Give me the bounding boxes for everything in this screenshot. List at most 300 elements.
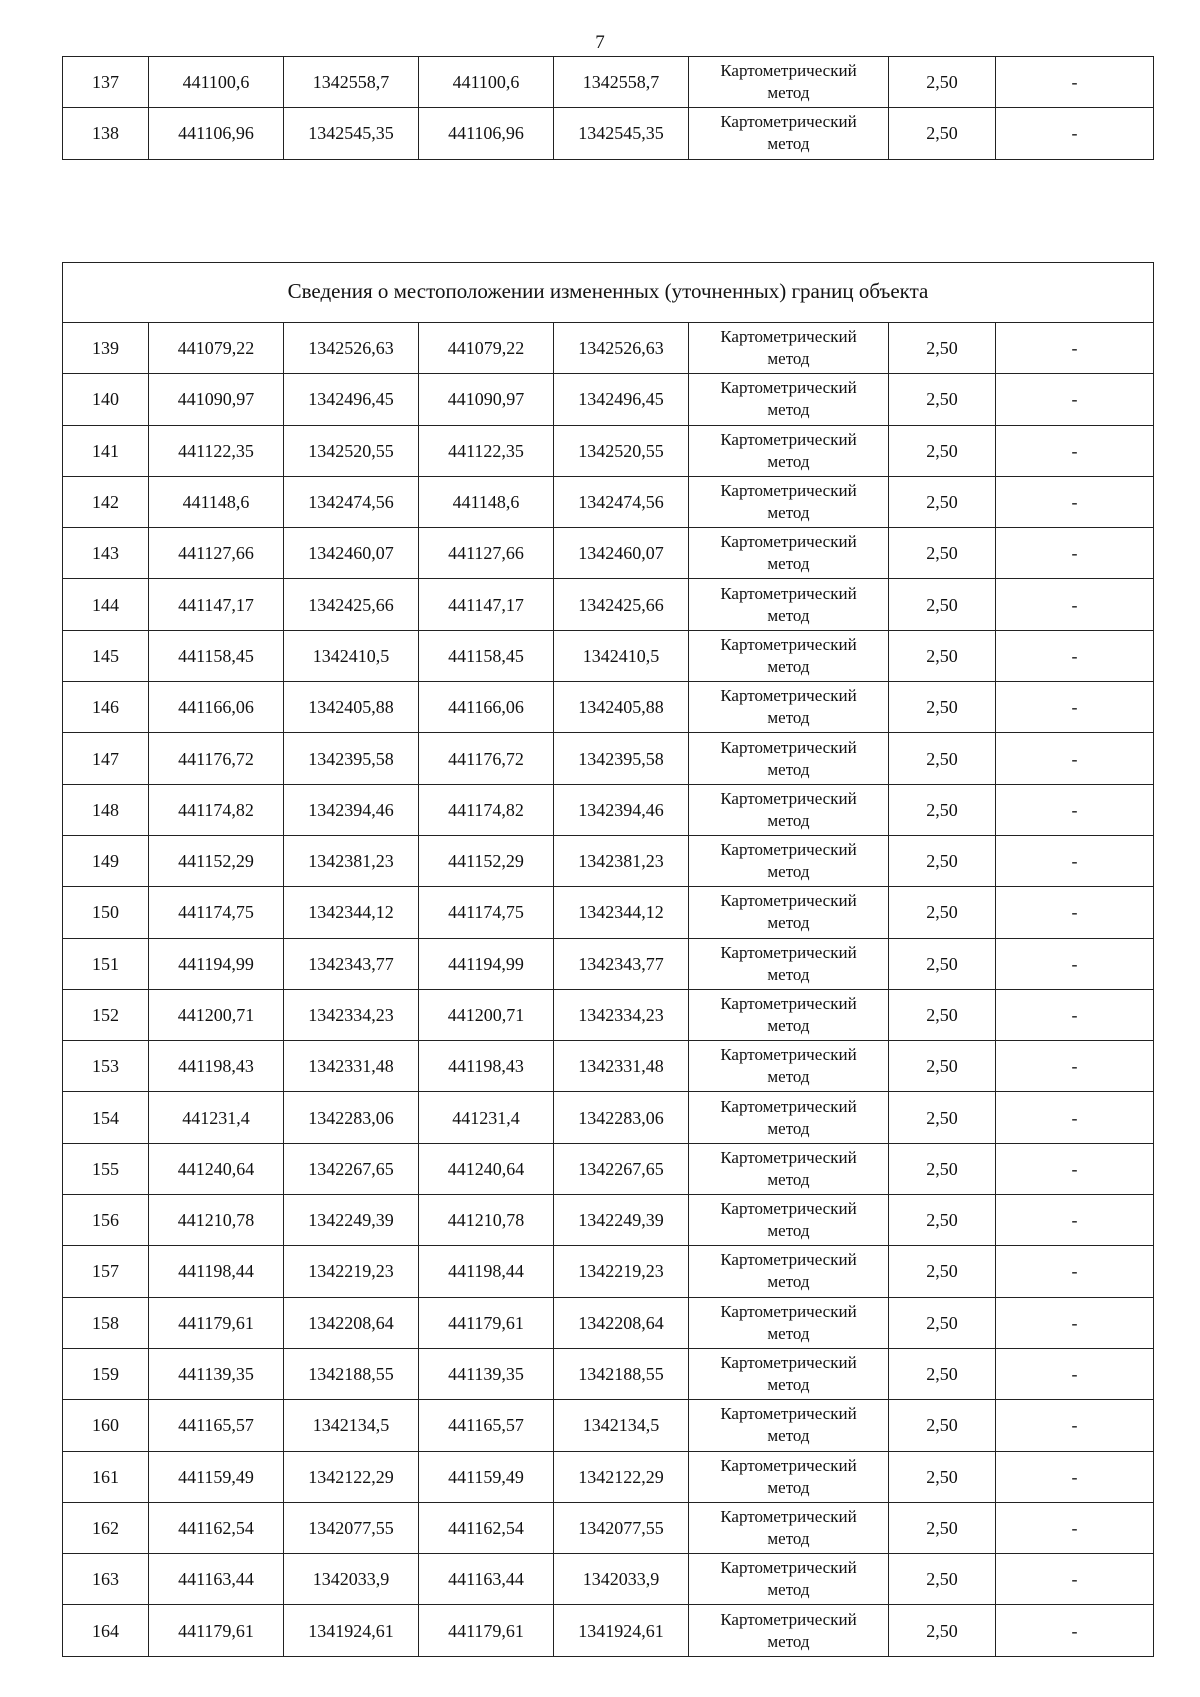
x-refined-cell: 441176,72	[419, 733, 554, 784]
y-existing-cell: 1342410,5	[284, 630, 419, 681]
accuracy-cell: 2,50	[889, 1451, 996, 1502]
y-existing-cell: 1342381,23	[284, 835, 419, 886]
accuracy-cell: 2,50	[889, 887, 996, 938]
x-refined-cell: 441179,61	[419, 1605, 554, 1656]
point-number-cell: 141	[63, 425, 149, 476]
method-line-2: метод	[767, 913, 810, 933]
y-existing-cell: 1342249,39	[284, 1195, 419, 1246]
method-cell	[689, 1400, 889, 1451]
y-existing-cell: 1342208,64	[284, 1297, 419, 1348]
method-line-2: метод	[767, 656, 810, 676]
x-refined-cell: 441198,43	[419, 1041, 554, 1092]
method-line-2: метод	[767, 862, 810, 882]
point-number-cell: 147	[63, 733, 149, 784]
point-number-cell: 154	[63, 1092, 149, 1143]
y-refined-cell: 1342122,29	[554, 1451, 689, 1502]
point-number-cell: 150	[63, 887, 149, 938]
table-row	[63, 1502, 1154, 1553]
y-existing-cell: 1341924,61	[284, 1605, 419, 1656]
y-existing-cell: 1342460,07	[284, 528, 419, 579]
method-line-2: метод	[767, 605, 810, 625]
accuracy-cell: 2,50	[889, 528, 996, 579]
x-existing-cell: 441179,61	[149, 1605, 284, 1656]
table-row	[63, 1092, 1154, 1143]
method-line-1: Картометрический	[720, 481, 857, 501]
method-cell	[689, 1554, 889, 1605]
method-line-1: Картометрический	[720, 737, 857, 757]
method-line-2: метод	[767, 759, 810, 779]
x-existing-cell: 441198,44	[149, 1246, 284, 1297]
method-line-1: Картометрический	[720, 1558, 857, 1578]
method-line-1: Картометрический	[720, 327, 857, 347]
method-line-2: метод	[767, 1221, 810, 1241]
method-line-1: Картометрический	[720, 1045, 857, 1065]
accuracy-cell: 2,50	[889, 1246, 996, 1297]
note-cell: -	[996, 323, 1154, 374]
x-refined-cell: 441127,66	[419, 528, 554, 579]
x-existing-cell: 441231,4	[149, 1092, 284, 1143]
accuracy-cell: 2,50	[889, 425, 996, 476]
x-refined-cell: 441198,44	[419, 1246, 554, 1297]
method-cell	[689, 989, 889, 1040]
table-row	[63, 108, 1154, 159]
note-cell: -	[996, 1400, 1154, 1451]
y-existing-cell: 1342134,5	[284, 1400, 419, 1451]
accuracy-cell: 2,50	[889, 1554, 996, 1605]
method-line-2: метод	[767, 1169, 810, 1189]
y-existing-cell: 1342545,35	[284, 108, 419, 159]
method-line-2: метод	[767, 134, 810, 154]
table-row	[63, 1451, 1154, 1502]
method-line-1: Картометрический	[720, 634, 857, 654]
method-line-2: метод	[767, 554, 810, 574]
table-row	[63, 1605, 1154, 1656]
point-number-cell: 162	[63, 1502, 149, 1553]
method-cell	[689, 1246, 889, 1297]
x-refined-cell: 441174,75	[419, 887, 554, 938]
note-cell: -	[996, 1297, 1154, 1348]
method-line-1: Картометрический	[720, 1404, 857, 1424]
accuracy-cell: 2,50	[889, 682, 996, 733]
point-number-cell: 148	[63, 784, 149, 835]
x-refined-cell: 441106,96	[419, 108, 554, 159]
x-refined-cell: 441147,17	[419, 579, 554, 630]
method-line-2: метод	[767, 1375, 810, 1395]
accuracy-cell: 2,50	[889, 733, 996, 784]
accuracy-cell: 2,50	[889, 630, 996, 681]
method-line-1: Картометрический	[720, 1096, 857, 1116]
table-row	[63, 630, 1154, 681]
table-row	[63, 1246, 1154, 1297]
y-refined-cell: 1342344,12	[554, 887, 689, 938]
method-line-2: метод	[767, 400, 810, 420]
x-refined-cell: 441139,35	[419, 1348, 554, 1399]
x-existing-cell: 441106,96	[149, 108, 284, 159]
top-table-body	[63, 57, 1154, 160]
note-cell: -	[996, 1554, 1154, 1605]
method-line-2: метод	[767, 810, 810, 830]
x-existing-cell: 441147,17	[149, 579, 284, 630]
table-row	[63, 733, 1154, 784]
x-refined-cell: 441166,06	[419, 682, 554, 733]
method-cell	[689, 579, 889, 630]
note-cell: -	[996, 1246, 1154, 1297]
y-refined-cell: 1342188,55	[554, 1348, 689, 1399]
note-cell: -	[996, 1502, 1154, 1553]
x-existing-cell: 441079,22	[149, 323, 284, 374]
method-cell	[689, 1451, 889, 1502]
x-existing-cell: 441090,97	[149, 374, 284, 425]
method-line-1: Картометрический	[720, 112, 857, 132]
method-cell	[689, 938, 889, 989]
method-line-1: Картометрический	[720, 378, 857, 398]
method-line-2: метод	[767, 1426, 810, 1446]
x-existing-cell: 441127,66	[149, 528, 284, 579]
method-cell	[689, 733, 889, 784]
y-refined-cell: 1342526,63	[554, 323, 689, 374]
section-header-row	[63, 263, 1154, 323]
x-refined-cell: 441158,45	[419, 630, 554, 681]
method-line-1: Картометрический	[720, 891, 857, 911]
point-number-cell: 140	[63, 374, 149, 425]
table-row	[63, 1297, 1154, 1348]
y-existing-cell: 1342405,88	[284, 682, 419, 733]
point-number-cell: 144	[63, 579, 149, 630]
x-refined-cell: 441090,97	[419, 374, 554, 425]
note-cell: -	[996, 938, 1154, 989]
x-refined-cell: 441194,99	[419, 938, 554, 989]
point-number-cell: 155	[63, 1143, 149, 1194]
method-cell	[689, 1605, 889, 1656]
table-row	[63, 1554, 1154, 1605]
method-line-2: метод	[767, 708, 810, 728]
method-line-1: Картометрический	[720, 942, 857, 962]
x-existing-cell: 441174,75	[149, 887, 284, 938]
table-row	[63, 579, 1154, 630]
note-cell: -	[996, 579, 1154, 630]
note-cell: -	[996, 887, 1154, 938]
method-line-2: метод	[767, 964, 810, 984]
x-refined-cell: 441200,71	[419, 989, 554, 1040]
y-existing-cell: 1342033,9	[284, 1554, 419, 1605]
y-refined-cell: 1342425,66	[554, 579, 689, 630]
method-line-1: Картометрический	[720, 1506, 857, 1526]
x-refined-cell: 441159,49	[419, 1451, 554, 1502]
note-cell: -	[996, 784, 1154, 835]
method-cell	[689, 784, 889, 835]
x-existing-cell: 441198,43	[149, 1041, 284, 1092]
method-line-1: Картометрический	[720, 1455, 857, 1475]
y-refined-cell: 1342267,65	[554, 1143, 689, 1194]
x-refined-cell: 441179,61	[419, 1297, 554, 1348]
method-cell	[689, 476, 889, 527]
x-existing-cell: 441179,61	[149, 1297, 284, 1348]
x-existing-cell: 441139,35	[149, 1348, 284, 1399]
y-refined-cell: 1342033,9	[554, 1554, 689, 1605]
method-cell	[689, 682, 889, 733]
table-row	[63, 682, 1154, 733]
y-refined-cell: 1342405,88	[554, 682, 689, 733]
y-refined-cell: 1342331,48	[554, 1041, 689, 1092]
table-row	[63, 938, 1154, 989]
y-refined-cell: 1342283,06	[554, 1092, 689, 1143]
method-line-2: метод	[767, 1528, 810, 1548]
x-refined-cell: 441162,54	[419, 1502, 554, 1553]
y-existing-cell: 1342343,77	[284, 938, 419, 989]
y-existing-cell: 1342474,56	[284, 476, 419, 527]
x-existing-cell: 441200,71	[149, 989, 284, 1040]
y-existing-cell: 1342344,12	[284, 887, 419, 938]
method-line-1: Картометрический	[720, 61, 857, 81]
y-existing-cell: 1342526,63	[284, 323, 419, 374]
method-line-2: метод	[767, 1272, 810, 1292]
note-cell: -	[996, 1143, 1154, 1194]
y-existing-cell: 1342425,66	[284, 579, 419, 630]
table-row	[63, 1348, 1154, 1399]
method-line-1: Картометрический	[720, 788, 857, 808]
y-refined-cell: 1342520,55	[554, 425, 689, 476]
point-number-cell: 138	[63, 108, 149, 159]
y-existing-cell: 1342334,23	[284, 989, 419, 1040]
note-cell: -	[996, 108, 1154, 159]
x-refined-cell: 441240,64	[419, 1143, 554, 1194]
method-cell	[689, 1297, 889, 1348]
table-row	[63, 989, 1154, 1040]
point-number-cell: 164	[63, 1605, 149, 1656]
accuracy-cell: 2,50	[889, 1041, 996, 1092]
x-existing-cell: 441174,82	[149, 784, 284, 835]
y-existing-cell: 1342394,46	[284, 784, 419, 835]
note-cell: -	[996, 1451, 1154, 1502]
section-title: Сведения о местоположении измененных (уточненных) границ объекта	[63, 263, 1154, 323]
y-existing-cell: 1342283,06	[284, 1092, 419, 1143]
y-refined-cell: 1342208,64	[554, 1297, 689, 1348]
y-existing-cell: 1342219,23	[284, 1246, 419, 1297]
table-row	[63, 1195, 1154, 1246]
table-row	[63, 1143, 1154, 1194]
method-line-1: Картометрический	[720, 840, 857, 860]
x-refined-cell: 441122,35	[419, 425, 554, 476]
method-cell	[689, 1348, 889, 1399]
x-existing-cell: 441176,72	[149, 733, 284, 784]
method-line-2: метод	[767, 1067, 810, 1087]
x-refined-cell: 441152,29	[419, 835, 554, 886]
method-line-1: Картометрический	[720, 532, 857, 552]
point-number-cell: 152	[63, 989, 149, 1040]
accuracy-cell: 2,50	[889, 989, 996, 1040]
method-line-1: Картометрический	[720, 686, 857, 706]
y-refined-cell: 1341924,61	[554, 1605, 689, 1656]
y-existing-cell: 1342077,55	[284, 1502, 419, 1553]
x-existing-cell: 441210,78	[149, 1195, 284, 1246]
note-cell: -	[996, 1041, 1154, 1092]
note-cell: -	[996, 425, 1154, 476]
y-refined-cell: 1342381,23	[554, 835, 689, 886]
accuracy-cell: 2,50	[889, 1092, 996, 1143]
table-row	[63, 323, 1154, 374]
x-existing-cell: 441159,49	[149, 1451, 284, 1502]
y-refined-cell: 1342077,55	[554, 1502, 689, 1553]
y-refined-cell: 1342496,45	[554, 374, 689, 425]
point-number-cell: 145	[63, 630, 149, 681]
y-existing-cell: 1342188,55	[284, 1348, 419, 1399]
table-row	[63, 887, 1154, 938]
x-existing-cell: 441148,6	[149, 476, 284, 527]
table-row	[63, 476, 1154, 527]
table-row	[63, 57, 1154, 108]
accuracy-cell: 2,50	[889, 374, 996, 425]
method-line-2: метод	[767, 1631, 810, 1651]
method-line-2: метод	[767, 83, 810, 103]
note-cell: -	[996, 1605, 1154, 1656]
method-line-1: Картометрический	[720, 1199, 857, 1219]
method-line-1: Картометрический	[720, 1301, 857, 1321]
y-existing-cell: 1342267,65	[284, 1143, 419, 1194]
accuracy-cell: 2,50	[889, 1195, 996, 1246]
x-refined-cell: 441174,82	[419, 784, 554, 835]
point-number-cell: 153	[63, 1041, 149, 1092]
point-number-cell: 158	[63, 1297, 149, 1348]
method-cell	[689, 374, 889, 425]
x-existing-cell: 441152,29	[149, 835, 284, 886]
table-row	[63, 528, 1154, 579]
method-cell	[689, 425, 889, 476]
method-cell	[689, 630, 889, 681]
point-number-cell: 139	[63, 323, 149, 374]
y-refined-cell: 1342249,39	[554, 1195, 689, 1246]
x-existing-cell: 441240,64	[149, 1143, 284, 1194]
method-cell	[689, 323, 889, 374]
y-existing-cell: 1342558,7	[284, 57, 419, 108]
table-row	[63, 425, 1154, 476]
method-cell	[689, 108, 889, 159]
point-number-cell: 156	[63, 1195, 149, 1246]
x-refined-cell: 441100,6	[419, 57, 554, 108]
accuracy-cell: 2,50	[889, 1605, 996, 1656]
y-refined-cell: 1342394,46	[554, 784, 689, 835]
x-existing-cell: 441158,45	[149, 630, 284, 681]
top-coordinates-table	[62, 56, 1154, 160]
method-cell	[689, 528, 889, 579]
x-existing-cell: 441100,6	[149, 57, 284, 108]
accuracy-cell: 2,50	[889, 1297, 996, 1348]
y-refined-cell: 1342134,5	[554, 1400, 689, 1451]
method-line-2: метод	[767, 1477, 810, 1497]
note-cell: -	[996, 630, 1154, 681]
method-line-2: метод	[767, 451, 810, 471]
accuracy-cell: 2,50	[889, 1143, 996, 1194]
note-cell: -	[996, 57, 1154, 108]
accuracy-cell: 2,50	[889, 784, 996, 835]
y-refined-cell: 1342334,23	[554, 989, 689, 1040]
point-number-cell: 142	[63, 476, 149, 527]
x-existing-cell: 441165,57	[149, 1400, 284, 1451]
note-cell: -	[996, 374, 1154, 425]
x-existing-cell: 441162,54	[149, 1502, 284, 1553]
note-cell: -	[996, 1092, 1154, 1143]
point-number-cell: 159	[63, 1348, 149, 1399]
y-existing-cell: 1342122,29	[284, 1451, 419, 1502]
method-cell	[689, 57, 889, 108]
method-line-1: Картометрический	[720, 1609, 857, 1629]
accuracy-cell: 2,50	[889, 938, 996, 989]
method-line-1: Картометрический	[720, 1250, 857, 1270]
point-number-cell: 143	[63, 528, 149, 579]
accuracy-cell: 2,50	[889, 57, 996, 108]
main-table-body	[63, 263, 1154, 1657]
method-cell	[689, 835, 889, 886]
method-line-1: Картометрический	[720, 994, 857, 1013]
y-refined-cell: 1342343,77	[554, 938, 689, 989]
point-number-cell: 149	[63, 835, 149, 886]
x-refined-cell: 441079,22	[419, 323, 554, 374]
y-refined-cell: 1342474,56	[554, 476, 689, 527]
note-cell: -	[996, 733, 1154, 784]
accuracy-cell: 2,50	[889, 835, 996, 886]
table-row	[63, 1400, 1154, 1451]
accuracy-cell: 2,50	[889, 1400, 996, 1451]
accuracy-cell: 2,50	[889, 1502, 996, 1553]
method-line-1: Картометрический	[720, 583, 857, 603]
accuracy-cell: 2,50	[889, 323, 996, 374]
method-line-1: Картометрический	[720, 429, 857, 449]
method-line-2: метод	[767, 349, 810, 369]
method-cell	[689, 1041, 889, 1092]
note-cell: -	[996, 1195, 1154, 1246]
table-row	[63, 374, 1154, 425]
y-refined-cell: 1342395,58	[554, 733, 689, 784]
y-existing-cell: 1342520,55	[284, 425, 419, 476]
accuracy-cell: 2,50	[889, 1348, 996, 1399]
note-cell: -	[996, 682, 1154, 733]
y-refined-cell: 1342219,23	[554, 1246, 689, 1297]
method-cell	[689, 1502, 889, 1553]
accuracy-cell: 2,50	[889, 579, 996, 630]
method-cell	[689, 1092, 889, 1143]
note-cell: -	[996, 528, 1154, 579]
page-number: 7	[595, 32, 605, 53]
x-refined-cell: 441231,4	[419, 1092, 554, 1143]
boundary-coordinates-table	[62, 262, 1154, 1657]
method-line-2: метод	[767, 1016, 810, 1035]
accuracy-cell: 2,50	[889, 108, 996, 159]
x-refined-cell: 441163,44	[419, 1554, 554, 1605]
method-cell	[689, 1143, 889, 1194]
method-cell	[689, 887, 889, 938]
method-line-2: метод	[767, 503, 810, 523]
y-refined-cell: 1342460,07	[554, 528, 689, 579]
y-refined-cell: 1342410,5	[554, 630, 689, 681]
note-cell: -	[996, 476, 1154, 527]
method-line-1: Картометрический	[720, 1147, 857, 1167]
method-line-2: метод	[767, 1323, 810, 1343]
point-number-cell: 137	[63, 57, 149, 108]
y-existing-cell: 1342331,48	[284, 1041, 419, 1092]
x-refined-cell: 441210,78	[419, 1195, 554, 1246]
x-existing-cell: 441163,44	[149, 1554, 284, 1605]
point-number-cell: 160	[63, 1400, 149, 1451]
y-existing-cell: 1342395,58	[284, 733, 419, 784]
x-existing-cell: 441166,06	[149, 682, 284, 733]
method-cell	[689, 1195, 889, 1246]
y-existing-cell: 1342496,45	[284, 374, 419, 425]
table-row	[63, 1041, 1154, 1092]
note-cell: -	[996, 1348, 1154, 1399]
point-number-cell: 163	[63, 1554, 149, 1605]
point-number-cell: 157	[63, 1246, 149, 1297]
x-existing-cell: 441122,35	[149, 425, 284, 476]
y-refined-cell: 1342545,35	[554, 108, 689, 159]
